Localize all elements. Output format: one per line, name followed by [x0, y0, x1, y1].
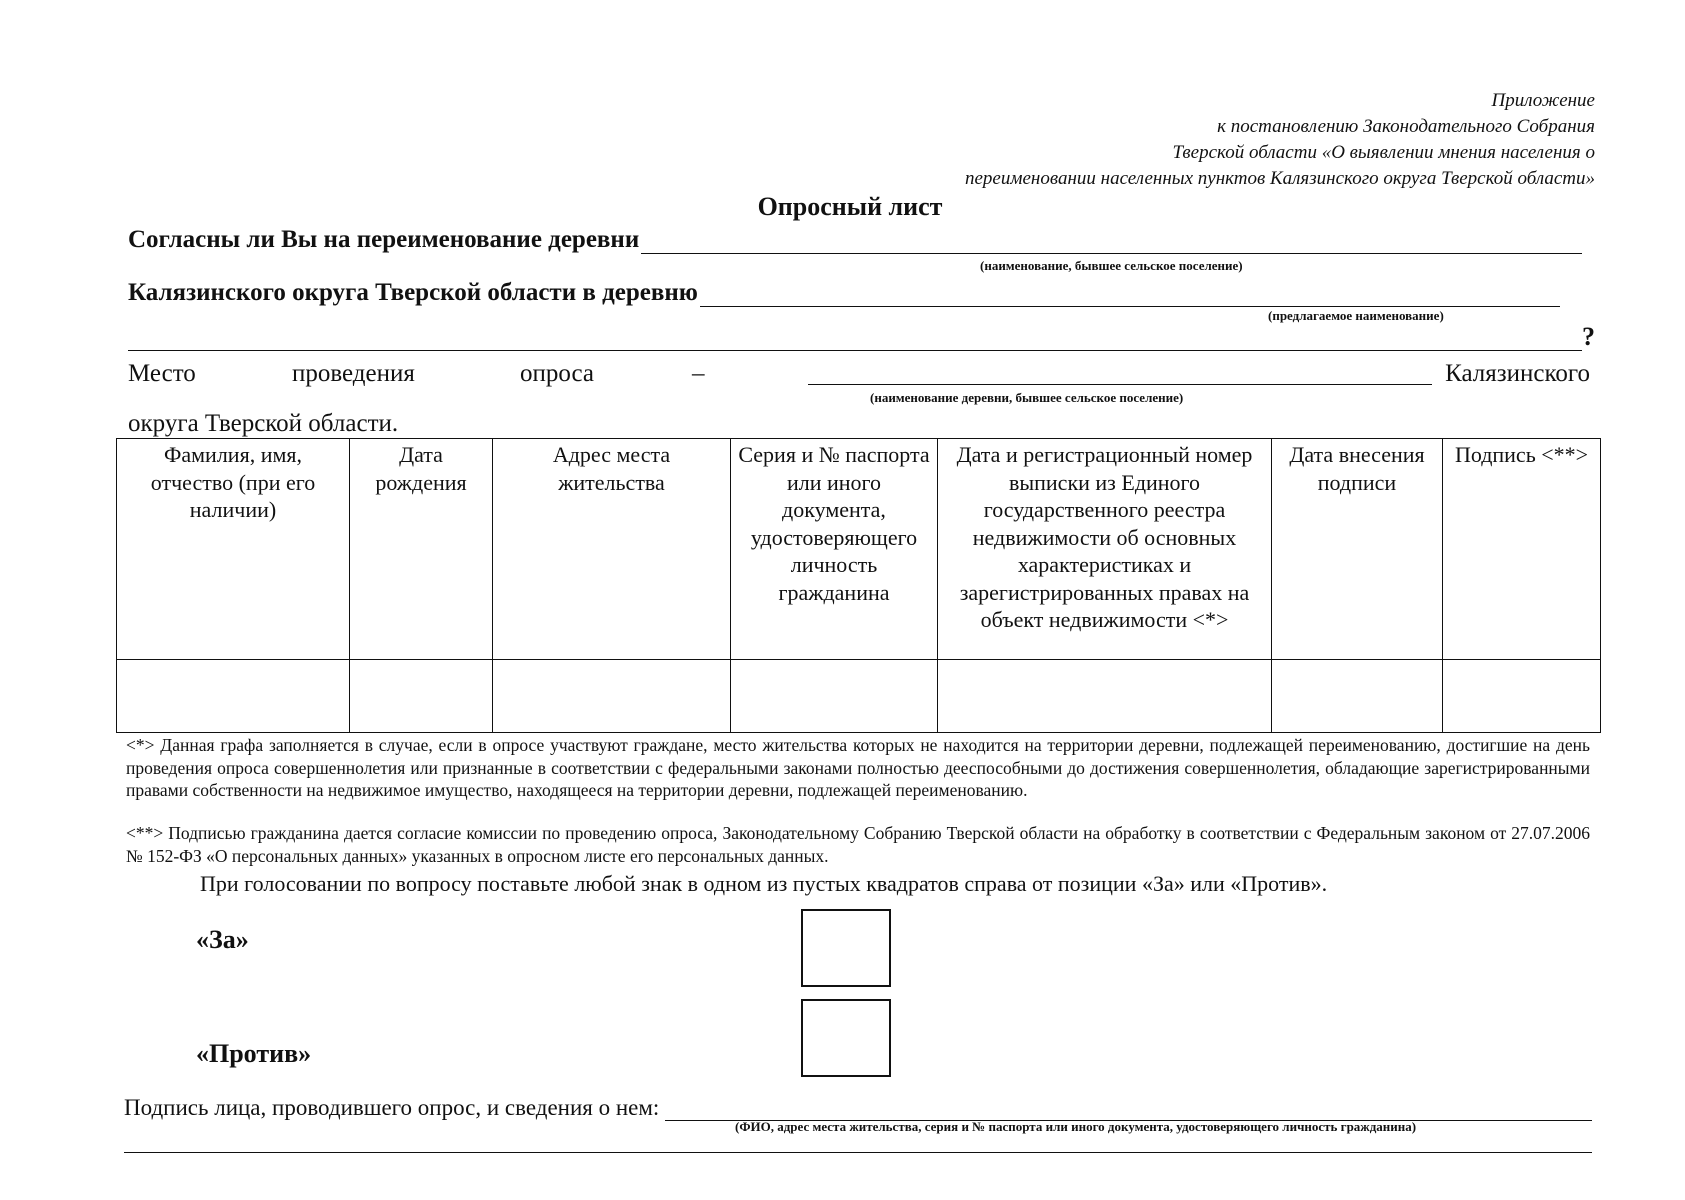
survey-table [116, 438, 1601, 733]
column-header-birth-date: Дата рождения [350, 439, 493, 660]
place-line-2: округа Тверской области. [128, 410, 399, 437]
place-word-3: опроса [520, 360, 594, 387]
continuation-line[interactable] [128, 350, 1582, 351]
appendix-line: Приложение [1491, 90, 1595, 111]
table-cell-registry-extract[interactable] [938, 660, 1272, 733]
column-header-passport: Серия и № паспорта или иного документа, удостоверяющего личность гражданина [731, 439, 938, 660]
table-cell-fio[interactable] [117, 660, 350, 733]
appendix-line: Тверской области «О выявлении мнения населения о [1172, 142, 1595, 163]
place-suffix: Калязинского [1445, 360, 1590, 387]
place-dash: – [692, 360, 705, 387]
vote-for-checkbox[interactable] [801, 909, 891, 987]
signature-label: Подпись лица, проводившего опрос, и сведения о нем: [124, 1095, 660, 1120]
table-cell-passport[interactable] [731, 660, 938, 733]
hint-new-name: (предлагаемое наименование) [1268, 308, 1444, 323]
table-cell-signature[interactable] [1443, 660, 1601, 733]
page-title: Опросный лист [757, 192, 943, 221]
signature-hint: (ФИО, адрес места жительства, серия и № паспорта или иного документа, удостоверяющего личность гражданина) [735, 1119, 1417, 1134]
column-header-signature-date: Дата внесения подписи [1272, 439, 1443, 660]
question-text-2: Калязинского округа Тверской области в деревню [128, 279, 698, 306]
voting-instruction: При голосовании по вопросу поставьте любой знак в одном из пустых квадратов справа от позиции «За» или «Против». [200, 871, 1328, 896]
footnote-1: <*> Данная графа заполняется в случае, если в опросе участвуют граждане, место жительства которых не находится на территории деревни, подлежащей переименованию, достигшие на день проведения опроса совершеннолетия или признанные в соответствии с федеральными законами полностью дееспособными до достижения совершеннолетия, обладающие зарегистрированными правами собственности на недвижимое имущество, находящееся на территории деревни, подлежащей переименованию. [126, 735, 1590, 800]
appendix-note [795, 88, 1595, 192]
table-cell-signature-date[interactable] [1272, 660, 1443, 733]
appendix-line: переименовании населенных пунктов Калязинского округа Тверской области» [965, 168, 1595, 189]
new-name-field[interactable] [700, 304, 1560, 307]
table-header-row [117, 439, 1601, 660]
footnote-2: <**> Подписью гражданина дается согласие комиссии по проведению опроса, Законодательному Собранию Тверской области на обработку в соответствии с Федеральным законом от 27.07.2006 № 152-ФЗ «О персональных данных» указанных в опросном листе его персональных данных. [126, 823, 1590, 866]
question-mark: ? [1582, 322, 1595, 351]
table-row [117, 660, 1601, 733]
place-word-2: проведения [292, 360, 415, 387]
question-line-2 [128, 279, 1560, 307]
question-text-1: Согласны ли Вы на переименование деревни [128, 226, 640, 253]
vote-against-checkbox[interactable] [801, 999, 891, 1077]
hint-place-name: (наименование деревни, бывшее сельское поселение) [870, 390, 1184, 405]
column-header-signature: Подпись <**> [1443, 439, 1601, 660]
signature-continuation-line[interactable] [124, 1152, 1592, 1153]
vote-against-label: «Против» [196, 1039, 312, 1068]
question-line-1 [128, 226, 1582, 254]
signature-line [124, 1095, 1592, 1121]
table-cell-birth-date[interactable] [350, 660, 493, 733]
table-cell-address[interactable] [493, 660, 731, 733]
village-name-field[interactable] [641, 251, 1582, 254]
column-header-address: Адрес места жительства [493, 439, 731, 660]
column-header-fio: Фамилия, имя, отчество (при его наличии) [117, 439, 350, 660]
vote-for-label: «За» [196, 925, 249, 954]
hint-village-name: (наименование, бывшее сельское поселение) [980, 258, 1243, 273]
column-header-registry-extract: Дата и регистрационный номер выписки из Единого государственного реестра недвижимости об основных характеристиках и зарегистрированных правах на объект недвижимости <*> [938, 439, 1272, 660]
place-name-field[interactable] [808, 384, 1432, 385]
place-word-1: Место [128, 360, 196, 387]
appendix-line: к постановлению Законодательного Собрания [1217, 116, 1595, 137]
